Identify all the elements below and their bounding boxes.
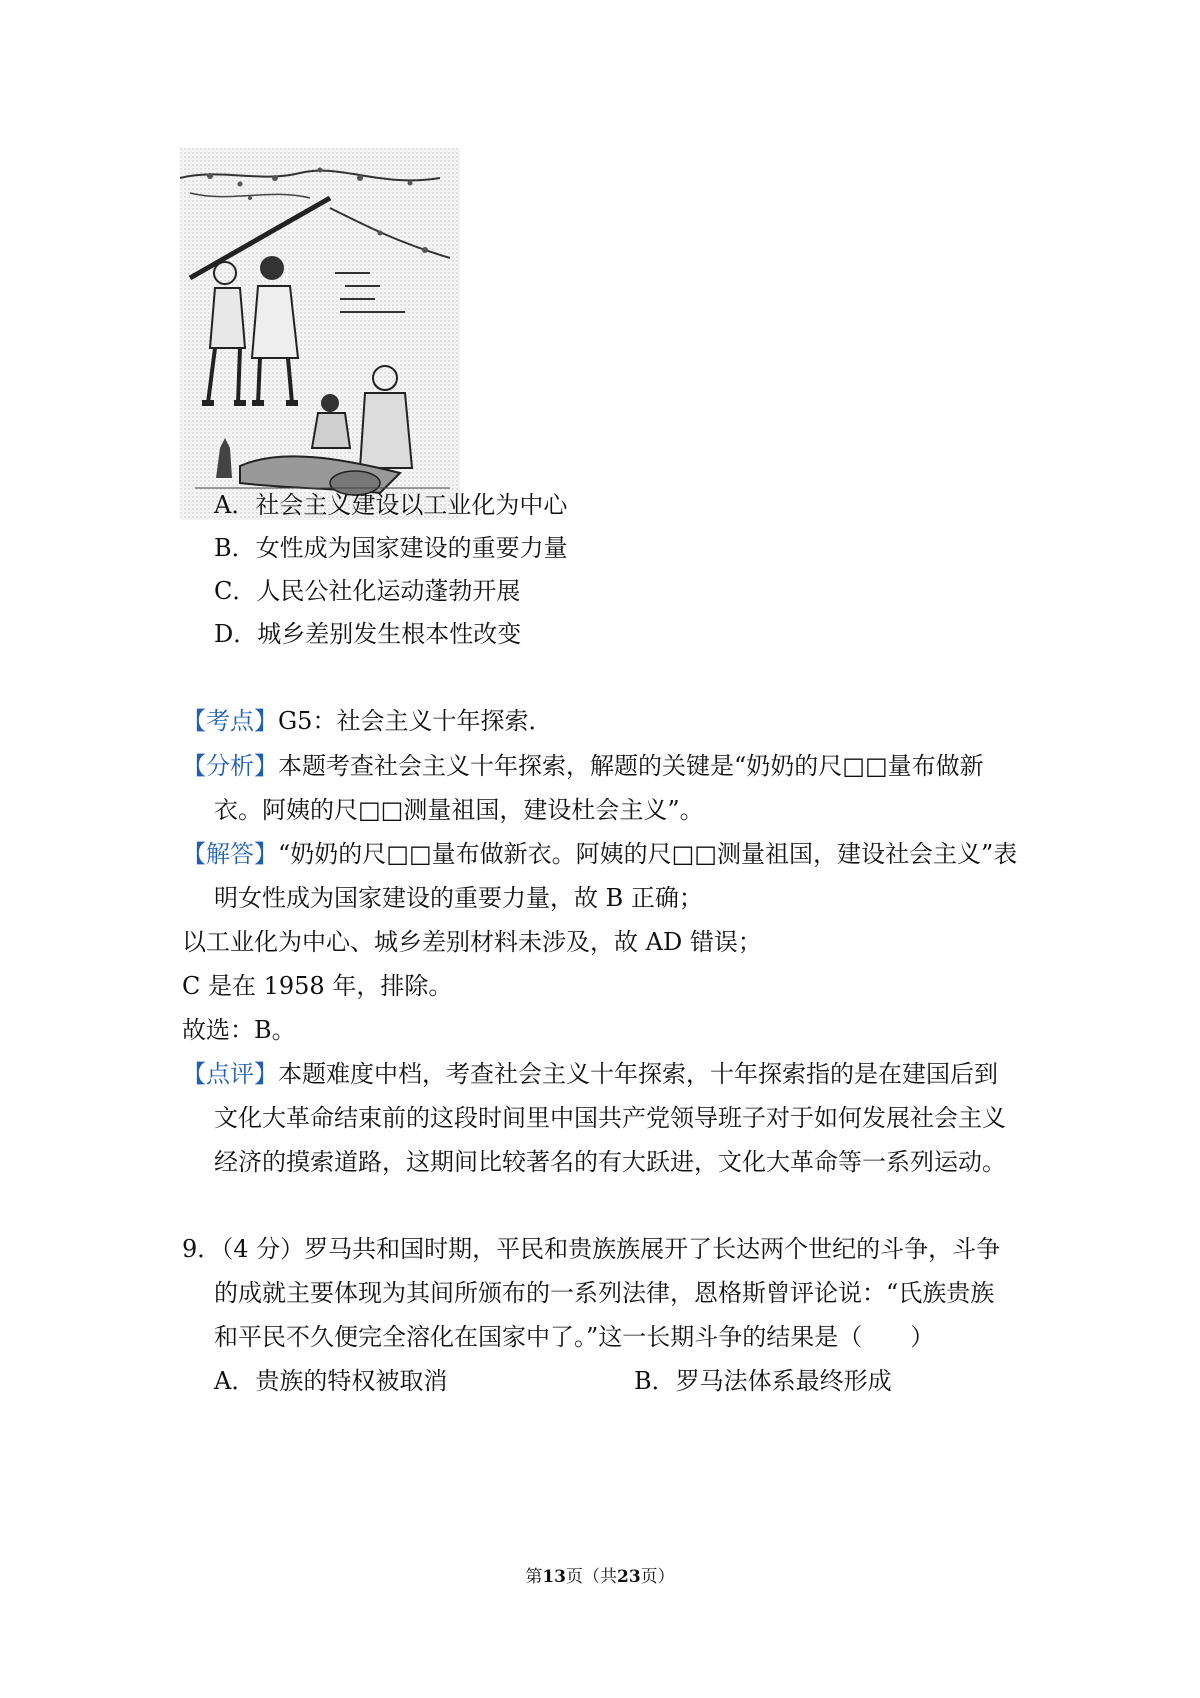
propaganda-illustration bbox=[180, 148, 460, 520]
fenxi-text-1: 本题考查社会主义十年探索，解题的关键是“奶奶的尺□□量布做新 bbox=[278, 752, 984, 780]
q9-stem-line-2: 的成就主要体现为其间所颁布的一系列法律，恩格斯曾评论说：“氏族贵族 bbox=[214, 1279, 995, 1307]
dianping-tag: 【点评】 bbox=[182, 1060, 278, 1088]
jieda-line-3: 以工业化为中心、城乡差别材料未涉及，故 AD 错误； bbox=[182, 928, 762, 956]
footer-total-pages: 23 bbox=[617, 1567, 641, 1587]
kaodian-tag: 【考点】 bbox=[182, 707, 278, 735]
fenxi-line-1 bbox=[182, 751, 984, 781]
q9-option-a: A．贵族的特权被取消 bbox=[214, 1367, 448, 1395]
fenxi-tag: 【分析】 bbox=[182, 752, 278, 780]
kaodian-text: G5：社会主义十年探索． bbox=[278, 707, 553, 735]
fenxi-line-2: 衣。阿姨的尺□□测量祖国，建设杜会主义”。 bbox=[214, 796, 704, 824]
jieda-line-2: 明女性成为国家建设的重要力量，故 B 正确； bbox=[214, 884, 703, 912]
q9-stem-line-1: 9．（4 分）罗马共和国时期，平民和贵族族展开了长达两个世纪的斗争，斗争 bbox=[182, 1235, 1001, 1263]
footer-page-number: 13 bbox=[542, 1567, 566, 1587]
jieda-tag: 【解答】 bbox=[182, 840, 278, 868]
kaodian-line bbox=[182, 706, 552, 736]
jieda-text-1: “奶奶的尺□□量布做新衣。阿姨的尺□□测量祖国，建设社会主义”表 bbox=[278, 840, 1018, 868]
dianping-line-2: 文化大革命结束前的这段时间里中国共产党领导班子对于如何发展社会主义 bbox=[214, 1104, 1006, 1132]
jieda-line-4: C 是在 1958 年，排除。 bbox=[182, 972, 453, 1000]
q9-option-b: B．罗马法体系最终形成 bbox=[634, 1367, 892, 1395]
jieda-line-5: 故选：B。 bbox=[182, 1016, 296, 1044]
footer-middle: 页（共 bbox=[566, 1567, 617, 1587]
option-b: B．女性成为国家建设的重要力量 bbox=[214, 534, 568, 562]
option-d: D．城乡差别发生根本性改变 bbox=[214, 620, 522, 648]
dianping-text-1: 本题难度中档，考查社会主义十年探索，十年探索指的是在建国后到 bbox=[278, 1060, 998, 1088]
option-c: C．人民公社化运动蓬勃开展 bbox=[214, 577, 521, 605]
q9-stem-line-3: 和平民不久便完全溶化在国家中了。”这一长期斗争的结果是（ ） bbox=[214, 1323, 935, 1351]
dianping-line-1 bbox=[182, 1059, 998, 1089]
footer-suffix: 页） bbox=[640, 1567, 675, 1587]
option-a: A．社会主义建设以工业化为中心 bbox=[214, 491, 568, 519]
jieda-line-1 bbox=[182, 839, 1017, 869]
dianping-line-3: 经济的摸索道路，这期间比较著名的有大跃进，文化大革命等一系列运动。 bbox=[214, 1148, 1006, 1176]
footer-prefix: 第 bbox=[525, 1567, 543, 1587]
page-footer bbox=[0, 1566, 1200, 1588]
